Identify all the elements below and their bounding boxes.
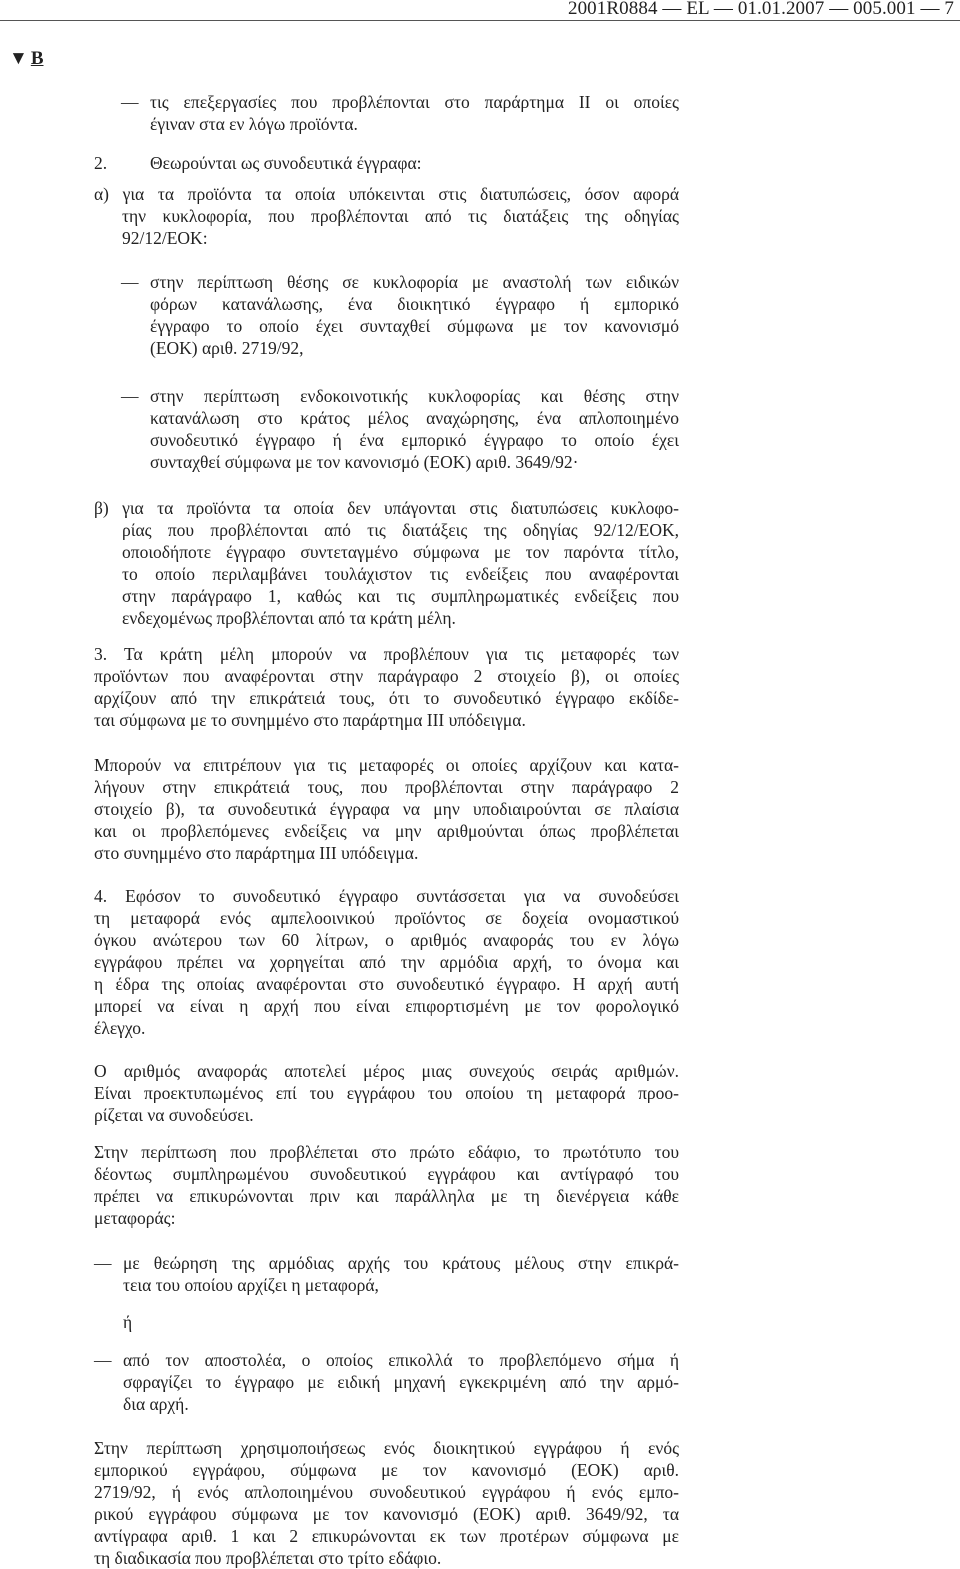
text-line: τη μεταφορά ενός αμπελοοινικού προϊόντος σε δοχεία ονομαστικού xyxy=(94,908,679,928)
text-line: Είναι προεκτυπωμένος επί του εγγράφου του οποίου τη μεταφορά προο- xyxy=(94,1083,679,1103)
text-line: ρίζεται να συνοδεύσει. xyxy=(94,1105,254,1125)
text-line: ενδεχομένως προβλέπονται από τα κράτη μέλη. xyxy=(122,608,456,628)
text-line: έγγραφο το οποίο έχει συνταχθεί σύμφωνα με τον κανονισμό xyxy=(150,316,679,336)
text-line: τη διαδικασία που προβλέπεται στο τρίτο εδάφιο. xyxy=(94,1548,442,1568)
paragraph-number: 2. xyxy=(94,153,108,173)
text-line: Θεωρούνται ως συνοδευτικά έγγραφα: xyxy=(150,153,422,173)
text-line: ται σύμφωνα με το συνημμένο στο παράρτημα ΙΙΙ υπόδειγμα. xyxy=(94,710,526,730)
text-line: όγκου ανώτερου των 60 λίτρων, ο αριθμός αναφοράς του εν λόγω xyxy=(94,930,679,950)
text-line: 92/12/ΕΟΚ: xyxy=(122,228,208,248)
text-line: στοιχείο β), τα συνοδευτικά έγγραφα να μην υποδιαιρούνται σε πλαίσια xyxy=(94,799,679,819)
document-reference: 2001R0884 — EL — 01.01.2007 — 005.001 — 7 xyxy=(567,0,954,19)
text-line: φόρων κατανάλωσης, ένα διοικητικό έγγραφο ή εμπορικό xyxy=(150,294,679,314)
text-line: ρίας που προβλέπονται από τις διατάξεις της οδηγίας 92/12/ΕΟΚ, xyxy=(122,520,679,540)
list-dash: — xyxy=(121,272,139,292)
text-line: την κυκλοφορία, που προβλέπονται από τις διατάξεις της οδηγίας xyxy=(122,206,679,226)
text-line: εγγράφου πρέπει να χορηγείται από την αρμόδια αρχή, το όνομα και xyxy=(94,952,679,972)
text-line: Ο αριθμός αναφοράς αποτελεί μέρος μιας συνεχούς σειράς αριθμών. xyxy=(94,1061,679,1081)
text-line: 4. Εφόσον το συνοδευτικό έγγραφο συντάσσεται για να συνοδεύσει xyxy=(94,886,679,906)
text-line: στην περίπτωση ενδοκοινοτικής κυκλοφορίας και θέσης στην xyxy=(150,386,679,406)
text-line: οποιοδήποτε έγγραφο συντεταγμένο σύμφωνα με τον παρόντα τίτλο, xyxy=(122,542,679,562)
text-line: πρέπει να επικυρώνονται πριν και παράλληλα με τη διενέργεια κάθε xyxy=(94,1186,679,1206)
text-line: έγιναν στα εν λόγω προϊόντα. xyxy=(150,114,358,134)
text-line: λήγουν στην επικράτειά τους, που προβλέπονται στην παράγραφο 2 xyxy=(94,777,679,797)
text-line: τεια του οποίου αρχίζει η μεταφορά, xyxy=(123,1275,379,1295)
text-line: η έδρα της οποίας αναφέρονται στο συνοδευτικό έγγραφο. Η αρχή αυτή xyxy=(94,974,679,994)
text-line: μπορεί να είναι η αρχή που είναι επιφορτισμένη με τον φορολογικό xyxy=(94,996,679,1016)
text-line: από τον αποστολέα, ο οποίος επικολλά το προβλεπόμενο σήμα ή xyxy=(123,1350,679,1370)
text-line: 3. Τα κράτη μέλη μπορούν να προβλέπουν για τις μεταφορές των xyxy=(94,644,679,664)
text-line: συνοδευτικό έγγραφο ή ένα εμπορικό έγγραφο το οποίο έχει xyxy=(150,430,679,450)
text-line: α) για τα προϊόντα τα οποία υπόκεινται στις διατυπώσεις, όσον αφορά xyxy=(94,184,679,204)
list-dash: — xyxy=(121,386,139,406)
text-line: (ΕΟΚ) αριθ. 2719/92, xyxy=(150,338,304,358)
text-line: κατανάλωση στο κράτος μέλος αναχώρησης, ένα απλοποιημένο xyxy=(150,408,679,428)
text-line: συνταχθεί σύμφωνα με τον κανονισμό (ΕΟΚ) αριθ. 3649/92· xyxy=(150,452,579,472)
text-line: έλεγχο. xyxy=(94,1018,146,1038)
text-line: τις επεξεργασίες που προβλέπονται στο παράρτημα ΙΙ οι οποίες xyxy=(150,92,679,112)
text-line: μεταφοράς: xyxy=(94,1208,176,1228)
text-line: προϊόντων που αναφέρονται στην παράγραφο 2 στοιχείο β), οι οποίες xyxy=(94,666,679,686)
amendment-marker xyxy=(9,48,44,70)
text-line: δέοντως συμπληρωμένου συνοδευτικού εγγράφου και αντίγραφό του xyxy=(94,1164,679,1184)
text-line: με θεώρηση της αρμόδιας αρχής του κράτους μέλους στην επικρά- xyxy=(123,1253,679,1273)
text-line: σφραγίζει το έγγραφο με ειδική μηχανή εγκεκριμένη από την αρμό- xyxy=(123,1372,679,1392)
text-line: Μπορούν να επιτρέπουν για τις μεταφορές οι οποίες αρχίζουν και κατα- xyxy=(94,755,679,775)
page-header xyxy=(0,0,960,21)
triangle-down-icon: ▼ xyxy=(9,48,28,69)
text-line: και οι προβλεπόμενες ενδείξεις να μην αριθμούνται όπως προβλέπεται xyxy=(94,821,679,841)
text-line: στην περίπτωση θέσης σε κυκλοφορία με αναστολή των ειδικών xyxy=(150,272,679,292)
text-line: 2719/92, ή ενός απλοποιημένου συνοδευτικού εγγράφου ή ενός εμπο- xyxy=(94,1482,679,1502)
text-line: εμπορικού εγγράφου, σύμφωνα με τον κανονισμό (ΕΟΚ) αριθ. xyxy=(94,1460,679,1480)
text-line: αρχίζουν από την επικράτειά τους, ότι το συνοδευτικό έγγραφο εκδίδε- xyxy=(94,688,679,708)
text-line: β) για τα προϊόντα τα οποία δεν υπάγονται στις διατυπώσεις κυκλοφο- xyxy=(94,498,679,518)
text-line: ρικού εγγράφου σύμφωνα με τον κανονισμό (ΕΟΚ) αριθ. 3649/92, τα xyxy=(94,1504,679,1524)
text-line: στην παράγραφο 1, καθώς και τις συμπληρωματικές ενδείξεις που xyxy=(122,586,679,606)
marker-label[interactable]: B xyxy=(30,48,44,69)
text-line: αντίγραφα αριθ. 1 και 2 επικυρώνονται εκ των προτέρων σύμφωνα με xyxy=(94,1526,679,1546)
text-line: ή xyxy=(123,1312,133,1332)
text-line: Στην περίπτωση χρησιμοποιήσεως ενός διοικητικού εγγράφου ή ενός xyxy=(94,1438,679,1458)
list-dash: — xyxy=(121,92,139,112)
list-dash: — xyxy=(94,1350,112,1370)
text-line: δια αρχή. xyxy=(123,1394,189,1414)
text-line: στο συνημμένο στο παράρτημα ΙΙΙ υπόδειγμα. xyxy=(94,843,419,863)
text-line: το οποίο περιλαμβάνει τουλάχιστον τις ενδείξεις που αναφέρονται xyxy=(122,564,679,584)
list-dash: — xyxy=(94,1253,112,1273)
text-line: Στην περίπτωση που προβλέπεται στο πρώτο εδάφιο, το πρωτότυπο του xyxy=(94,1142,679,1162)
